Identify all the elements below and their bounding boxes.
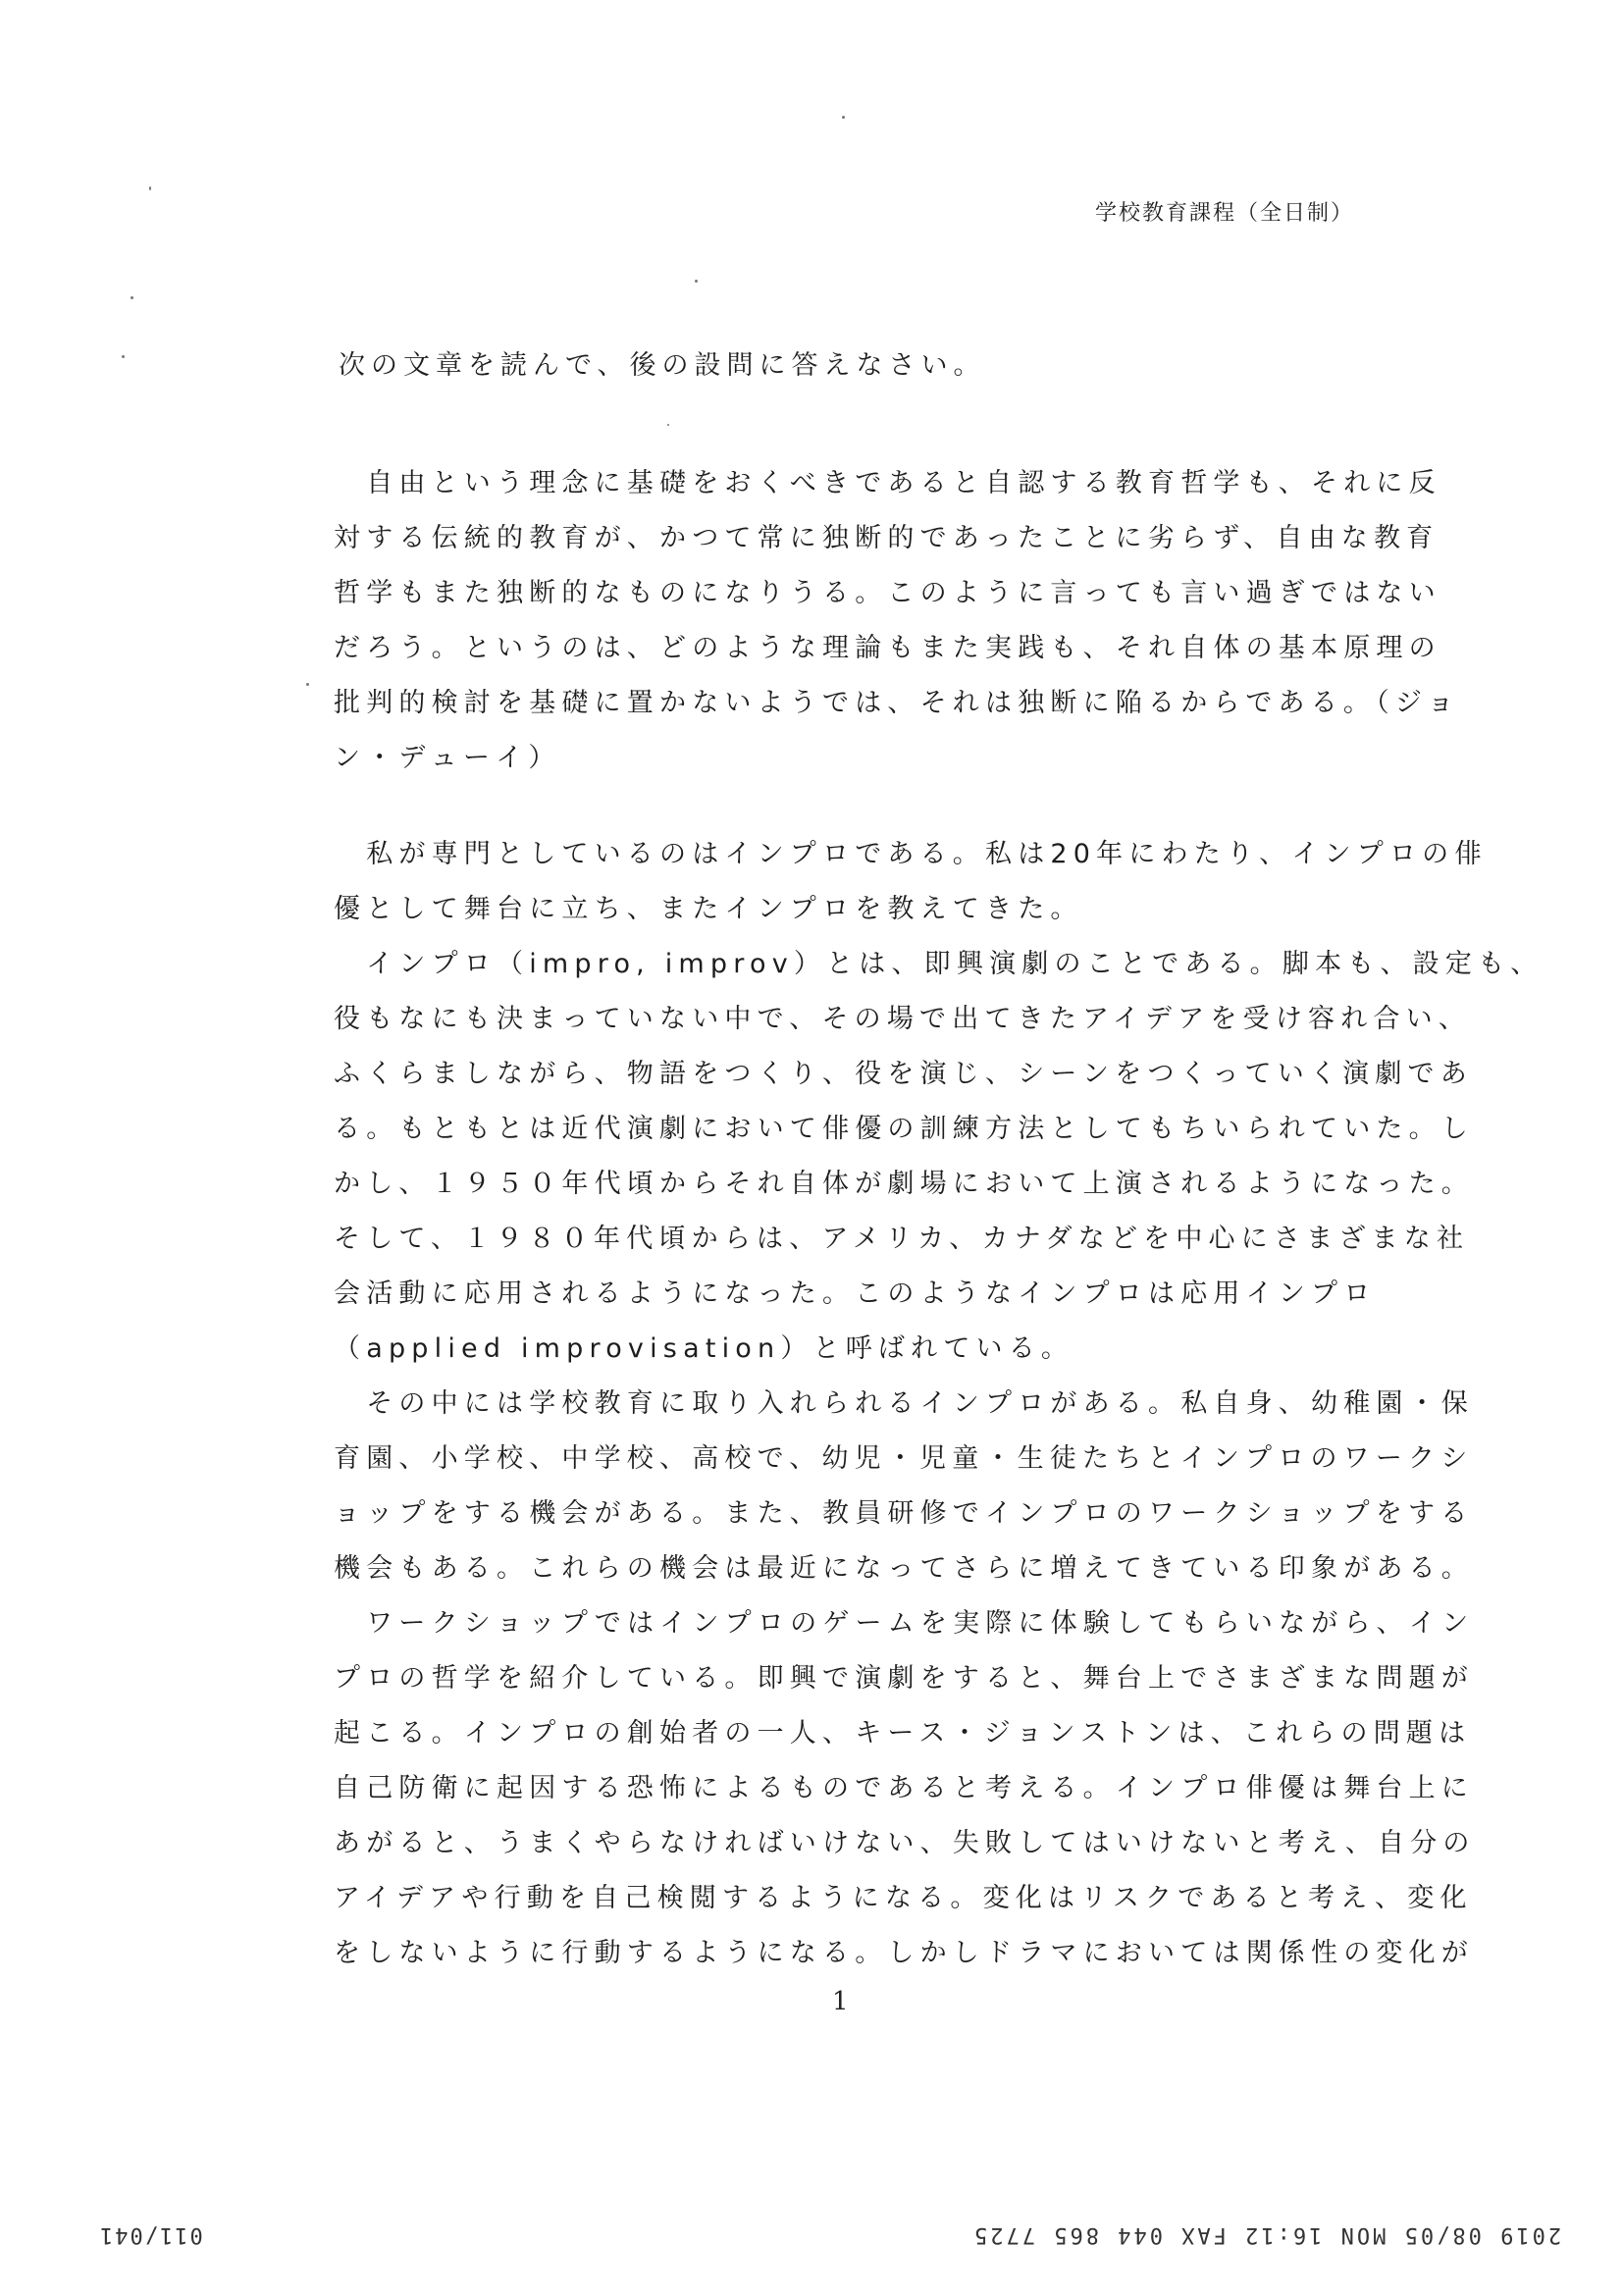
body-line: その中には学校教育に取り入れられるインプロがある。私自身、幼稚園・保 [334,1388,1474,1419]
body-line: ふくらましながら、物語をつくり、役を演じ、シーンをつくっていく演劇であ [334,1059,1473,1089]
fax-header-line: 2019 08/05 MON 16:12 FAX 044 865 7725 [971,2222,1562,2247]
header-label: 学校教育課程（全日制） [1094,201,1354,226]
body-line: ワークショップではインプロのゲームを実際に体験してもらいながら、イン [334,1608,1475,1639]
scan-speck [122,355,125,358]
body-line: かし、１９５０年代頃からそれ自体が劇場において上演されるようになった。 [334,1169,1474,1199]
body-line: プロの哲学を紹介している。即興で演劇をすると、舞台上でさまざまな問題が [334,1663,1474,1694]
body-line: 起こる。インプロの創始者の一人、キース・ジョンストンは、これらの問題は [334,1718,1472,1748]
body-line: 会活動に応用されるようになった。このようなインプロは応用インプロ [334,1278,1377,1309]
quote-line: ン・デューイ） [334,743,561,773]
body-line: 私が専門としているのはインプロである。私は20年にわたり、インプロの俳 [334,839,1488,869]
scan-speck [131,296,133,299]
body-line: 機会もある。これらの機会は最近になってさらに増えてきている印象がある。 [334,1553,1474,1584]
page-number: 1 [832,1987,849,2016]
scan-speck [667,424,669,426]
scan-speck [149,186,151,190]
quote-line: 自由という理念に基礎をおくべきであると自認する教育哲学も、それに反 [334,468,1441,498]
quote-line: だろう。というのは、どのような理論もまた実践も、それ自体の基本原理の [334,633,1441,663]
body-line: アイデアや行動を自己検閲するようになる。変化はリスクであると考え、変化 [334,1883,1473,1913]
instruction-text: 次の文章を読んで、後の設問に答えなさい。 [339,350,986,381]
body-line: をしないように行動するようになる。しかしドラマにおいては関係性の変化が [334,1938,1474,1968]
body-line: インプロ（impro, improv）とは、即興演劇のことである。脚本も、設定も、 [334,949,1544,979]
scan-speck [695,280,698,283]
body-line: る。もともとは近代演劇において俳優の訓練方法としてもちいられていた。し [334,1114,1474,1144]
body-line: 優として舞台に立ち、またインプロを教えてきた。 [334,894,1083,924]
quote-line: 批判的検討を基礎に置かないようでは、それは独断に陥るからである。（ジョ [334,688,1460,718]
fax-page-count: 011/041 [98,2222,203,2247]
body-line: あがると、うまくやらなければいけない、失敗してはいけないと考え、自分の [334,1828,1476,1858]
body-line: 役もなにも決まっていない中で、その場で出てきたアイデアを受け容れ合い、 [334,1004,1472,1034]
quote-line: 対する伝統的教育が、かつて常に独断的であったことに劣らず、自由な教育 [334,523,1440,553]
body-line: ョップをする機会がある。また、教員研修でインプロのワークショップをする [334,1498,1474,1529]
body-line: 自己防衛に起因する恐怖によるものであると考える。インプロ俳優は舞台上に [334,1773,1474,1803]
scan-speck [306,683,309,686]
body-line: （applied improvisation）と呼ばれている。 [334,1333,1074,1364]
body-line: 育園、小学校、中学校、高校で、幼児・児童・生徒たちとインプロのワークシ [334,1443,1474,1474]
body-line: そして、１９８０年代頃からは、アメリカ、カナダなどを中心にさまざまな社 [334,1224,1470,1254]
scan-speck [842,116,845,119]
quote-line: 哲学もまた独断的なものになりうる。このように言っても言い過ぎではない [334,578,1441,608]
